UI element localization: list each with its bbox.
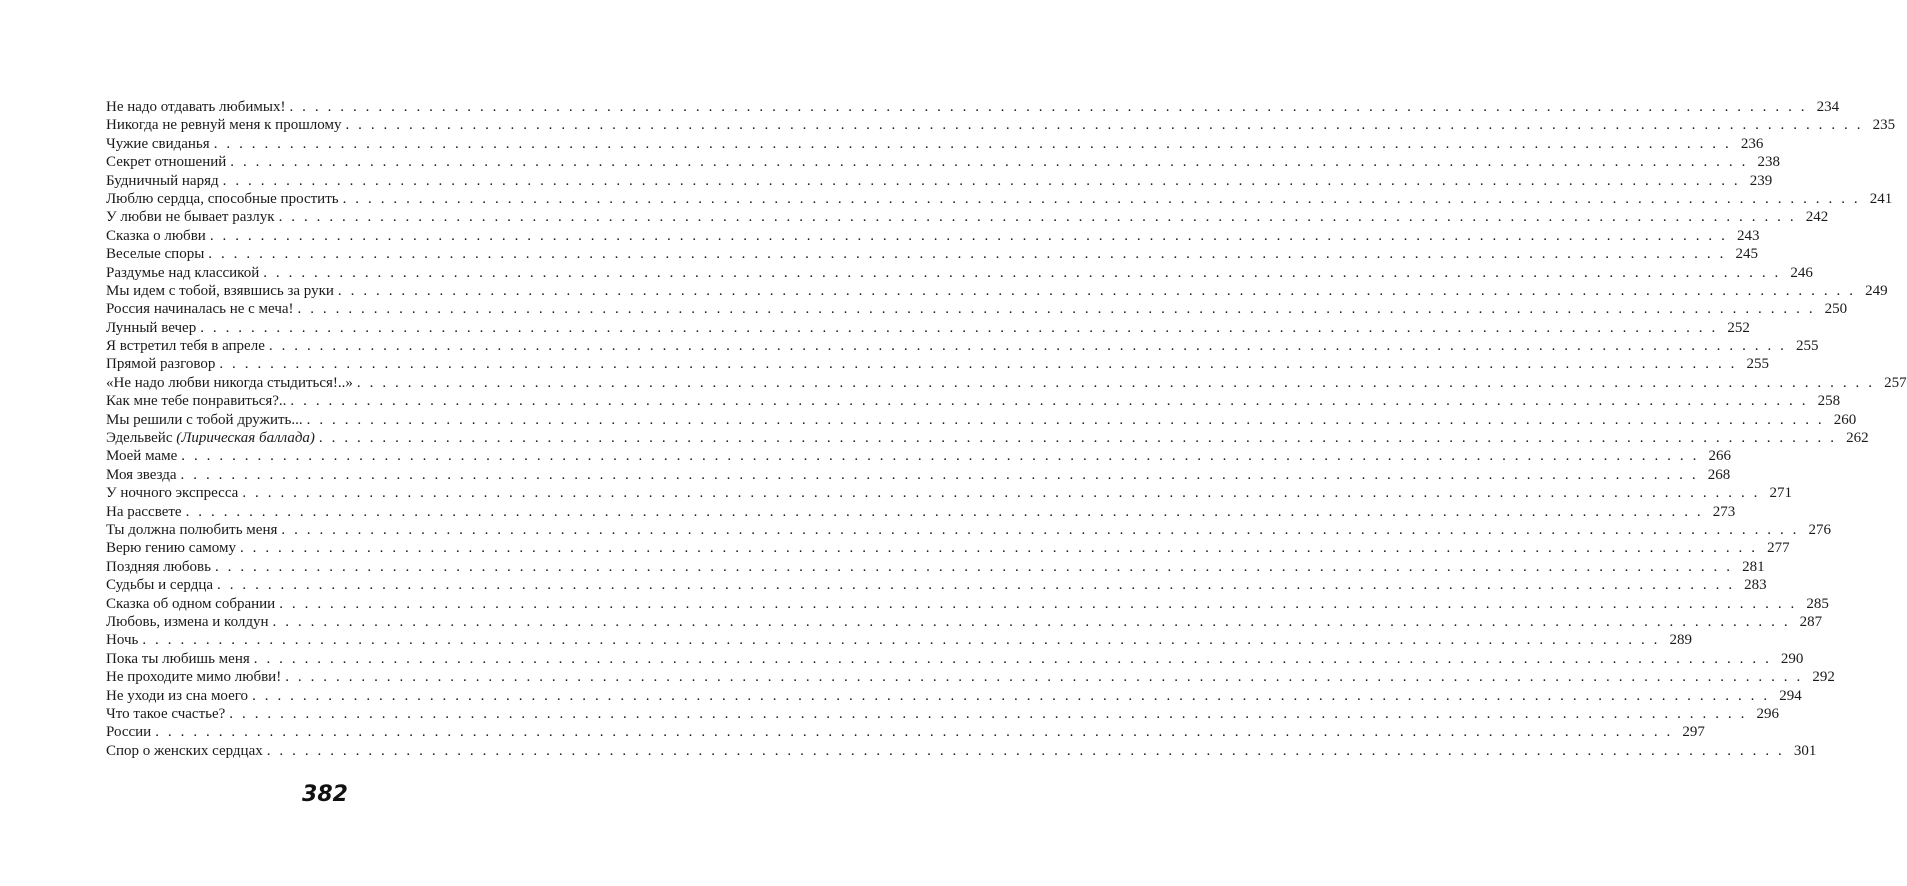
toc-entry-title — [106, 723, 155, 741]
toc-entry-page: 276 — [1808, 521, 1832, 538]
toc-entry-title — [106, 337, 269, 355]
dot-leader: . . . . . . . . . . . . . . . . . . . . . . . . . . . . . . . . . . . . . . . . . . . . . . . . . . . . . . . . . . . . . . . . . . . . . . . . . . . . . . . . . . . . . . . . . . . . . . . . . . . . . . . . . . . . . . . . . . . . . . . . — [200, 319, 1718, 336]
toc-entry-title — [106, 300, 298, 318]
toc-entry-title — [106, 521, 281, 539]
dot-leader: . . . . . . . . . . . . . . . . . . . . . . . . . . . . . . . . . . . . . . . . . . . . . . . . . . . . . . . . . . . . . . . . . . . . . . . . . . . . . . . . . . . . . . . . . . . . . . . . . . . . . . . . . . . . . . . . . . . . . . . . — [345, 117, 1864, 134]
dot-leader: . . . . . . . . . . . . . . . . . . . . . . . . . . . . . . . . . . . . . . . . . . . . . . . . . . . . . . . . . . . . . . . . . . . . . . . . . . . . . . . . . . . . . . . . . . . . . . . . . . . . . . . . . . . . . . . . . . . . . . . . — [217, 577, 1735, 594]
toc-entry-title — [106, 355, 219, 373]
toc-entry-title — [106, 190, 343, 208]
toc-entry-title-text: Не уходи из сна моего — [106, 687, 249, 704]
toc-entry-page: 292 — [1812, 669, 1835, 686]
dot-leader: . . . . . . . . . . . . . . . . . . . . . . . . . . . . . . . . . . . . . . . . . . . . . . . . . . . . . . . . . . . . . . . . . . . . . . . . . . . . . . . . . . . . . . . . . . . . . . . . . . . . . . . . . . . . . . . . . . . . . . . . — [342, 190, 1861, 207]
toc-entry-title — [106, 613, 273, 631]
toc-entry-page: 285 — [1806, 595, 1829, 612]
toc-entry-title — [106, 484, 242, 502]
toc-entry-page: 238 — [1757, 154, 1780, 171]
dot-leader: . . . . . . . . . . . . . . . . . . . . . . . . . . . . . . . . . . . . . . . . . . . . . . . . . . . . . . . . . . . . . . . . . . . . . . . . . . . . . . . . . . . . . . . . . . . . . . . . . . . . . . . . . . . . . . . . . . . . . . . . — [337, 282, 1856, 299]
toc-entry — [106, 539, 1790, 557]
dot-leader: . . . . . . . . . . . . . . . . . . . . . . . . . . . . . . . . . . . . . . . . . . . . . . . . . . . . . . . . . . . . . . . . . . . . . . . . . . . . . . . . . . . . . . . . . . . . . . . . . . . . . . . . . . . . . . . . . . . . . . . . — [208, 246, 1726, 263]
toc-entry-title — [106, 668, 285, 686]
toc-entry — [106, 116, 1896, 134]
toc-entry — [106, 135, 1764, 153]
toc-entry-page: 249 — [1865, 282, 1888, 299]
toc-entry-page: 257 — [1884, 374, 1907, 391]
toc-entry-title-text: Раздумье над классикой — [106, 264, 260, 281]
toc-entry-page: 268 — [1707, 466, 1731, 483]
dot-leader: . . . . . . . . . . . . . . . . . . . . . . . . . . . . . . . . . . . . . . . . . . . . . . . . . . . . . . . . . . . . . . . . . . . . . . . . . . . . . . . . . . . . . . . . . . . . . . . . . . . . . . . . . . . . . . . . . . . . . . . . — [253, 650, 1772, 667]
toc-entry-page: 277 — [1767, 540, 1790, 557]
toc-entry-title — [106, 576, 217, 594]
toc-entry-title — [106, 742, 267, 760]
toc-entry — [106, 355, 1769, 373]
toc-entry-title-text: Сказка о любви — [106, 227, 206, 244]
toc-entry — [106, 687, 1802, 705]
toc-entry-title-text: Сказка об одном собрании — [106, 595, 276, 612]
dot-leader: . . . . . . . . . . . . . . . . . . . . . . . . . . . . . . . . . . . . . . . . . . . . . . . . . . . . . . . . . . . . . . . . . . . . . . . . . . . . . . . . . . . . . . . . . . . . . . . . . . . . . . . . . . . . . . . . . . . . . . . . — [155, 724, 1673, 741]
dot-leader: . . . . . . . . . . . . . . . . . . . . . . . . . . . . . . . . . . . . . . . . . . . . . . . . . . . . . . . . . . . . . . . . . . . . . . . . . . . . . . . . . . . . . . . . . . . . . . . . . . . . . . . . . . . . . . . . . . . . . . . . — [185, 503, 1704, 520]
toc-entry-title — [106, 447, 181, 465]
toc-entry — [106, 227, 1760, 245]
toc-entry-page: 258 — [1817, 393, 1841, 410]
toc-entry — [106, 190, 1893, 208]
toc-entry — [106, 503, 1736, 521]
toc-entry-title-text: Россия начиналась не с меча! — [106, 301, 294, 318]
dot-leader: . . . . . . . . . . . . . . . . . . . . . . . . . . . . . . . . . . . . . . . . . . . . . . . . . . . . . . . . . . . . . . . . . . . . . . . . . . . . . . . . . . . . . . . . . . . . . . . . . . . . . . . . . . . . . . . . . . . . . . . . — [356, 374, 1875, 391]
toc-entry-title-text: У ночного экспресса — [106, 485, 239, 502]
toc-entry-page: 242 — [1805, 209, 1829, 226]
toc-entry — [106, 374, 1907, 392]
toc-entry-title-text: Моя звезда — [106, 466, 177, 483]
toc-entry — [106, 264, 1813, 282]
toc-entry-title-text: Что такое счастье? — [106, 705, 226, 722]
toc-entry-title — [106, 429, 319, 447]
toc-entry-title — [106, 650, 254, 668]
toc-entry-title-text: Чужие свиданья — [106, 135, 210, 152]
dot-leader: . . . . . . . . . . . . . . . . . . . . . . . . . . . . . . . . . . . . . . . . . . . . . . . . . . . . . . . . . . . . . . . . . . . . . . . . . . . . . . . . . . . . . . . . . . . . . . . . . . . . . . . . . . . . . . . . . . . . . . . . — [142, 632, 1660, 649]
toc-entry-title-text: Не надо отдавать любимых! — [106, 99, 286, 115]
dot-leader: . . . . . . . . . . . . . . . . . . . . . . . . . . . . . . . . . . . . . . . . . . . . . . . . . . . . . . . . . . . . . . . . . . . . . . . . . . . . . . . . . . . . . . . . . . . . . . . . . . . . . . . . . . . . . . . . . . . . . . . . — [219, 356, 1737, 373]
toc-entry-title — [106, 687, 252, 705]
dot-leader: . . . . . . . . . . . . . . . . . . . . . . . . . . . . . . . . . . . . . . . . . . . . . . . . . . . . . . . . . . . . . . . . . . . . . . . . . . . . . . . . . . . . . . . . . . . . . . . . . . . . . . . . . . . . . . . . . . . . . . . . — [290, 393, 1809, 410]
toc-entry-page: 245 — [1735, 246, 1758, 263]
toc-entry — [106, 521, 1832, 539]
dot-leader: . . . . . . . . . . . . . . . . . . . . . . . . . . . . . . . . . . . . . . . . . . . . . . . . . . . . . . . . . . . . . . . . . . . . . . . . . . . . . . . . . . . . . . . . . . . . . . . . . . . . . . . . . . . . . . . . . . . . . . . . — [239, 540, 1758, 557]
toc-entry — [106, 392, 1841, 410]
toc-entry-title — [106, 558, 215, 576]
toc-entry-title-text: У любви не бывает разлук — [106, 209, 275, 226]
dot-leader: . . . . . . . . . . . . . . . . . . . . . . . . . . . . . . . . . . . . . . . . . . . . . . . . . . . . . . . . . . . . . . . . . . . . . . . . . . . . . . . . . . . . . . . . . . . . . . . . . . . . . . . . . . . . . . . . . . . . . . . . — [214, 558, 1733, 575]
toc-entry-page: 262 — [1846, 430, 1869, 447]
toc-entry-page: 294 — [1779, 687, 1802, 704]
toc-entry — [106, 650, 1804, 668]
toc-entry-title-text: «Не надо любви никогда стыдиться!..» — [106, 374, 353, 391]
toc-entry-page: 266 — [1708, 448, 1731, 465]
toc-entry — [106, 558, 1765, 576]
dot-leader: . . . . . . . . . . . . . . . . . . . . . . . . . . . . . . . . . . . . . . . . . . . . . . . . . . . . . . . . . . . . . . . . . . . . . . . . . . . . . . . . . . . . . . . . . . . . . . . . . . . . . . . . . . . . . . . . . . . . . . . . — [279, 595, 1797, 612]
toc-entry-title-text: Пока ты любишь меня — [106, 650, 250, 667]
dot-leader: . . . . . . . . . . . . . . . . . . . . . . . . . . . . . . . . . . . . . . . . . . . . . . . . . . . . . . . . . . . . . . . . . . . . . . . . . . . . . . . . . . . . . . . . . . . . . . . . . . . . . . . . . . . . . . . . . . . . . . . . — [222, 172, 1741, 189]
toc-entry-title — [106, 595, 279, 613]
dot-leader: . . . . . . . . . . . . . . . . . . . . . . . . . . . . . . . . . . . . . . . . . . . . . . . . . . . . . . . . . . . . . . . . . . . . . . . . . . . . . . . . . . . . . . . . . . . . . . . . . . . . . . . . . . . . . . . . . . . . . . . . — [272, 613, 1791, 630]
dot-leader: . . . . . . . . . . . . . . . . . . . . . . . . . . . . . . . . . . . . . . . . . . . . . . . . . . . . . . . . . . . . . . . . . . . . . . . . . . . . . . . . . . . . . . . . . . . . . . . . . . . . . . . . . . . . . . . . . . . . . . . . — [252, 687, 1770, 704]
toc-entry-page: 243 — [1736, 227, 1760, 244]
toc-entry-page: 289 — [1669, 632, 1692, 649]
toc-entry — [106, 429, 1869, 447]
toc-entry-title — [106, 245, 208, 263]
toc-entry-page: 273 — [1712, 503, 1736, 520]
toc-entry-title — [106, 503, 186, 521]
toc-entry — [106, 282, 1888, 300]
table-of-contents — [106, 98, 1907, 760]
toc-entry-title-text: Никогда не ревнуй меня к прошлому — [106, 117, 342, 134]
toc-entry — [106, 447, 1731, 465]
toc-entry — [106, 576, 1767, 594]
dot-leader: . . . . . . . . . . . . . . . . . . . . . . . . . . . . . . . . . . . . . . . . . . . . . . . . . . . . . . . . . . . . . . . . . . . . . . . . . . . . . . . . . . . . . . . . . . . . . . . . . . . . . . . . . . . . . . . . . . . . . . . . — [318, 430, 1837, 447]
toc-entry-title — [106, 264, 263, 282]
toc-entry-title — [106, 411, 307, 429]
toc-entry-title-text: Веселые споры — [106, 246, 205, 263]
toc-entry-title — [106, 208, 279, 226]
toc-entry — [106, 723, 1705, 741]
toc-entry-title-text: Прямой разговор — [106, 356, 216, 373]
toc-entry — [106, 705, 1779, 723]
toc-entry-title — [106, 392, 290, 410]
toc-entry-title — [106, 153, 230, 171]
toc-entry — [106, 613, 1823, 631]
toc-entry-title — [106, 98, 289, 116]
dot-leader: . . . . . . . . . . . . . . . . . . . . . . . . . . . . . . . . . . . . . . . . . . . . . . . . . . . . . . . . . . . . . . . . . . . . . . . . . . . . . . . . . . . . . . . . . . . . . . . . . . . . . . . . . . . . . . . . . . . . . . . . — [281, 521, 1800, 538]
toc-entry — [106, 595, 1829, 613]
toc-entry — [106, 484, 1792, 502]
toc-entry-page: 234 — [1816, 99, 1840, 115]
toc-entry-title-text: Лунный вечер — [106, 319, 197, 336]
dot-leader: . . . . . . . . . . . . . . . . . . . . . . . . . . . . . . . . . . . . . . . . . . . . . . . . . . . . . . . . . . . . . . . . . . . . . . . . . . . . . . . . . . . . . . . . . . . . . . . . . . . . . . . . . . . . . . . . . . . . . . . . — [285, 669, 1803, 686]
toc-entry-title-text: Ночь — [106, 632, 139, 649]
toc-entry-page: 260 — [1833, 411, 1857, 428]
dot-leader: . . . . . . . . . . . . . . . . . . . . . . . . . . . . . . . . . . . . . . . . . . . . . . . . . . . . . . . . . . . . . . . . . . . . . . . . . . . . . . . . . . . . . . . . . . . . . . . . . . . . . . . . . . . . . . . . . . . . . . . . — [213, 135, 1732, 152]
toc-entry-title-text: На рассвете — [106, 503, 182, 520]
toc-entry-title — [106, 374, 357, 392]
toc-entry — [106, 337, 1819, 355]
toc-entry-page: 236 — [1740, 135, 1764, 152]
dot-leader: . . . . . . . . . . . . . . . . . . . . . . . . . . . . . . . . . . . . . . . . . . . . . . . . . . . . . . . . . . . . . . . . . . . . . . . . . . . . . . . . . . . . . . . . . . . . . . . . . . . . . . . . . . . . . . . . . . . . . . . . — [263, 264, 1781, 281]
toc-entry — [106, 300, 1848, 318]
toc-entry-title — [106, 539, 240, 557]
toc-entry-page: 290 — [1780, 650, 1804, 667]
toc-entry-title-text: Мы идем с тобой, взявшись за руки — [106, 282, 334, 299]
toc-entry-title — [106, 631, 142, 649]
toc-entry-page: 301 — [1793, 742, 1817, 759]
toc-entry-page: 255 — [1796, 338, 1819, 355]
dot-leader: . . . . . . . . . . . . . . . . . . . . . . . . . . . . . . . . . . . . . . . . . . . . . . . . . . . . . . . . . . . . . . . . . . . . . . . . . . . . . . . . . . . . . . . . . . . . . . . . . . . . . . . . . . . . . . . . . . . . . . . . — [242, 485, 1760, 502]
toc-entry — [106, 668, 1835, 686]
toc-entry-title-text: Эдельвейс — [106, 430, 173, 447]
toc-entry-title-text: Поздняя любовь — [106, 558, 211, 575]
toc-entry-subtitle: (Лирическая баллада) — [176, 430, 315, 447]
toc-entry-page: 246 — [1790, 264, 1813, 281]
toc-entry — [106, 319, 1750, 337]
toc-entry-title-text: Судьбы и сердца — [106, 577, 214, 594]
toc-entry — [106, 153, 1780, 171]
toc-entry-title — [106, 116, 345, 134]
dot-leader: . . . . . . . . . . . . . . . . . . . . . . . . . . . . . . . . . . . . . . . . . . . . . . . . . . . . . . . . . . . . . . . . . . . . . . . . . . . . . . . . . . . . . . . . . . . . . . . . . . . . . . . . . . . . . . . . . . . . . . . . — [229, 705, 1747, 722]
toc-entry-title — [106, 282, 338, 300]
toc-entry-page: 252 — [1727, 319, 1750, 336]
toc-entry-page: 235 — [1872, 117, 1896, 134]
dot-leader: . . . . . . . . . . . . . . . . . . . . . . . . . . . . . . . . . . . . . . . . . . . . . . . . . . . . . . . . . . . . . . . . . . . . . . . . . . . . . . . . . . . . . . . . . . . . . . . . . . . . . . . . . . . . . . . . . . . . . . . . — [278, 209, 1797, 226]
toc-entry-title — [106, 466, 181, 484]
toc-entry-title-text: Спор о женских сердцах — [106, 742, 263, 759]
toc-entry-page: 271 — [1769, 485, 1792, 502]
toc-entry-title-text: Секрет отношений — [106, 154, 227, 171]
dot-leader: . . . . . . . . . . . . . . . . . . . . . . . . . . . . . . . . . . . . . . . . . . . . . . . . . . . . . . . . . . . . . . . . . . . . . . . . . . . . . . . . . . . . . . . . . . . . . . . . . . . . . . . . . . . . . . . . . . . . . . . . — [289, 99, 1808, 115]
dot-leader: . . . . . . . . . . . . . . . . . . . . . . . . . . . . . . . . . . . . . . . . . . . . . . . . . . . . . . . . . . . . . . . . . . . . . . . . . . . . . . . . . . . . . . . . . . . . . . . . . . . . . . . . . . . . . . . . . . . . . . . . — [306, 411, 1825, 428]
toc-entry-title-text: Верю гению самому — [106, 540, 236, 557]
dot-leader: . . . . . . . . . . . . . . . . . . . . . . . . . . . . . . . . . . . . . . . . . . . . . . . . . . . . . . . . . . . . . . . . . . . . . . . . . . . . . . . . . . . . . . . . . . . . . . . . . . . . . . . . . . . . . . . . . . . . . . . . — [209, 227, 1728, 244]
dot-leader: . . . . . . . . . . . . . . . . . . . . . . . . . . . . . . . . . . . . . . . . . . . . . . . . . . . . . . . . . . . . . . . . . . . . . . . . . . . . . . . . . . . . . . . . . . . . . . . . . . . . . . . . . . . . . . . . . . . . . . . . — [268, 338, 1787, 355]
toc-entry-page: 239 — [1749, 172, 1773, 189]
dot-leader: . . . . . . . . . . . . . . . . . . . . . . . . . . . . . . . . . . . . . . . . . . . . . . . . . . . . . . . . . . . . . . . . . . . . . . . . . . . . . . . . . . . . . . . . . . . . . . . . . . . . . . . . . . . . . . . . . . . . . . . . — [181, 448, 1699, 465]
toc-entry-title-text: Ты должна полюбить меня — [106, 521, 278, 538]
toc-entry-title — [106, 319, 200, 337]
toc-entry — [106, 631, 1692, 649]
toc-entry-title — [106, 705, 229, 723]
toc-entry — [106, 411, 1857, 429]
toc-entry-page: 296 — [1756, 705, 1779, 722]
toc-entry-title-text: Мы решили с тобой дружить... — [106, 411, 303, 428]
toc-entry-page: 281 — [1742, 558, 1765, 575]
toc-entry-title — [106, 135, 214, 153]
toc-entry-page: 255 — [1746, 356, 1769, 373]
toc-entry-page: 241 — [1869, 190, 1893, 207]
toc-entry-page: 250 — [1824, 301, 1848, 318]
dot-leader: . . . . . . . . . . . . . . . . . . . . . . . . . . . . . . . . . . . . . . . . . . . . . . . . . . . . . . . . . . . . . . . . . . . . . . . . . . . . . . . . . . . . . . . . . . . . . . . . . . . . . . . . . . . . . . . . . . . . . . . . — [230, 154, 1748, 171]
toc-entry — [106, 208, 1829, 226]
toc-entry-title-text: Любовь, измена и колдун — [106, 613, 269, 630]
toc-entry — [106, 98, 1840, 116]
dot-leader: . . . . . . . . . . . . . . . . . . . . . . . . . . . . . . . . . . . . . . . . . . . . . . . . . . . . . . . . . . . . . . . . . . . . . . . . . . . . . . . . . . . . . . . . . . . . . . . . . . . . . . . . . . . . . . . . . . . . . . . . — [297, 301, 1816, 318]
toc-entry-title-text: Люблю сердца, способные простить — [106, 190, 339, 207]
toc-entry-page: 287 — [1799, 613, 1823, 630]
toc-entry — [106, 245, 1758, 263]
toc-entry — [106, 466, 1731, 484]
toc-entry-title-text: Не проходите мимо любви! — [106, 669, 282, 686]
page-number: 382 — [302, 782, 348, 807]
toc-entry-title-text: Я встретил тебя в апреле — [106, 338, 265, 355]
toc-entry-page: 297 — [1682, 724, 1705, 741]
toc-entry-title-text: Как мне тебе понравиться?.. — [106, 393, 287, 410]
toc-entry-title — [106, 172, 223, 190]
toc-entry-title-text: России — [106, 724, 152, 741]
toc-entry — [106, 172, 1773, 190]
toc-entry-title — [106, 227, 210, 245]
toc-entry-title-text: Моей маме — [106, 448, 178, 465]
toc-entry — [106, 742, 1817, 760]
dot-leader: . . . . . . . . . . . . . . . . . . . . . . . . . . . . . . . . . . . . . . . . . . . . . . . . . . . . . . . . . . . . . . . . . . . . . . . . . . . . . . . . . . . . . . . . . . . . . . . . . . . . . . . . . . . . . . . . . . . . . . . . — [180, 466, 1699, 483]
toc-entry-page: 283 — [1744, 577, 1767, 594]
dot-leader: . . . . . . . . . . . . . . . . . . . . . . . . . . . . . . . . . . . . . . . . . . . . . . . . . . . . . . . . . . . . . . . . . . . . . . . . . . . . . . . . . . . . . . . . . . . . . . . . . . . . . . . . . . . . . . . . . . . . . . . . — [266, 742, 1785, 759]
toc-entry-title-text: Будничный наряд — [106, 172, 219, 189]
